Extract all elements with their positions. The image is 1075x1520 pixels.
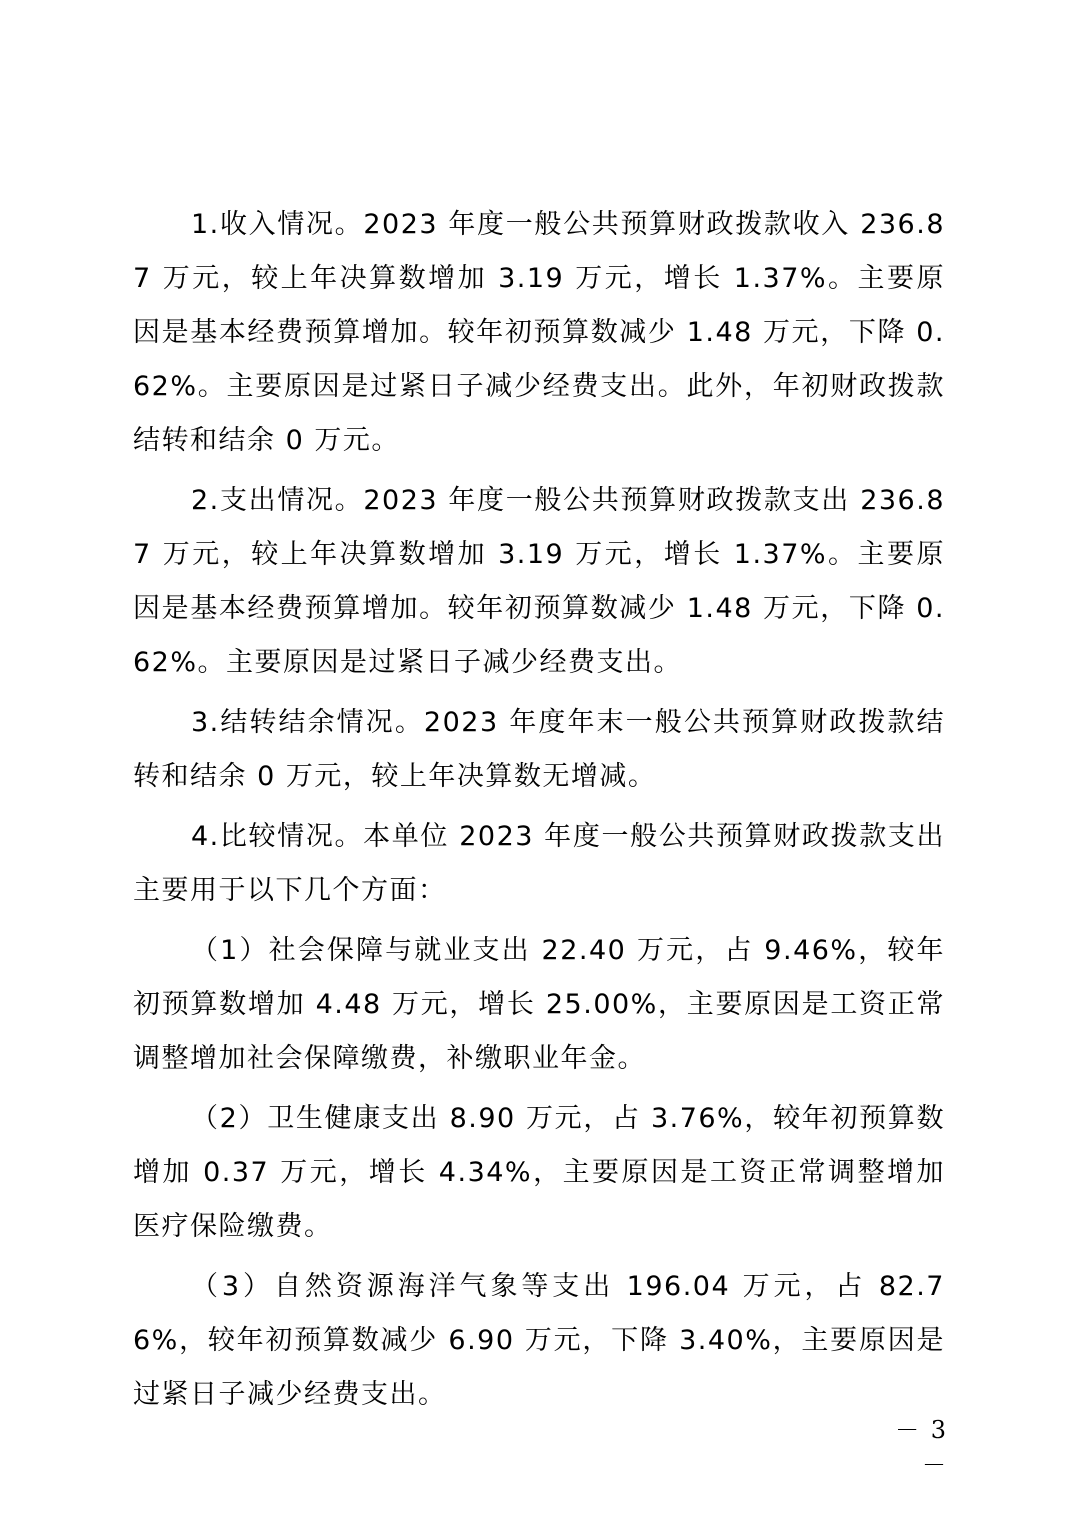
page-number: － 3 －: [895, 1416, 948, 1479]
document-body: [133, 198, 945, 1428]
paragraph-income: 1.收入情况。2023 年度一般公共预算财政拨款收入 236.87 万元，较上年决算数增加 3.19 万元，增长 1.37%。主要原因是基本经费预算增加。较年初预算数减少 1.48 万元，下降 0.62%。主要原因是过紧日子减少经费支出。此外，年初财政拨款结转和结余 0 万元。: [133, 209, 945, 456]
paragraph-expenditure: 2.支出情况。2023 年度一般公共预算财政拨款支出 236.87 万元，较上年决算数增加 3.19 万元，增长 1.37%。主要原因是基本经费预算增加。较年初预算数减少 1.48 万元，下降 0.62%。主要原因是过紧日子减少经费支出。: [133, 485, 945, 678]
paragraph-health: （2）卫生健康支出 8.90 万元，占 3.76%，较年初预算数增加 0.37 万元，增长 4.34%，主要原因是工资正常调整增加医疗保险缴费。: [133, 1103, 945, 1242]
paragraph-natural-resources: （3）自然资源海洋气象等支出 196.04 万元，占 82.76%，较年初预算数减少 6.90 万元，下降 3.40%，主要原因是过紧日子减少经费支出。: [133, 1271, 945, 1410]
paragraph-social-security: （1）社会保障与就业支出 22.40 万元，占 9.46%，较年初预算数增加 4.48 万元，增长 25.00%，主要原因是工资正常调整增加社会保障缴费，补缴职业年金。: [133, 935, 945, 1074]
paragraph-carryover: 3.结转结余情况。2023 年度年末一般公共预算财政拨款结转和结余 0 万元，较上年决算数无增减。: [133, 707, 945, 792]
paragraph-comparison: 4.比较情况。本单位 2023 年度一般公共预算财政拨款支出主要用于以下几个方面：: [133, 821, 945, 906]
